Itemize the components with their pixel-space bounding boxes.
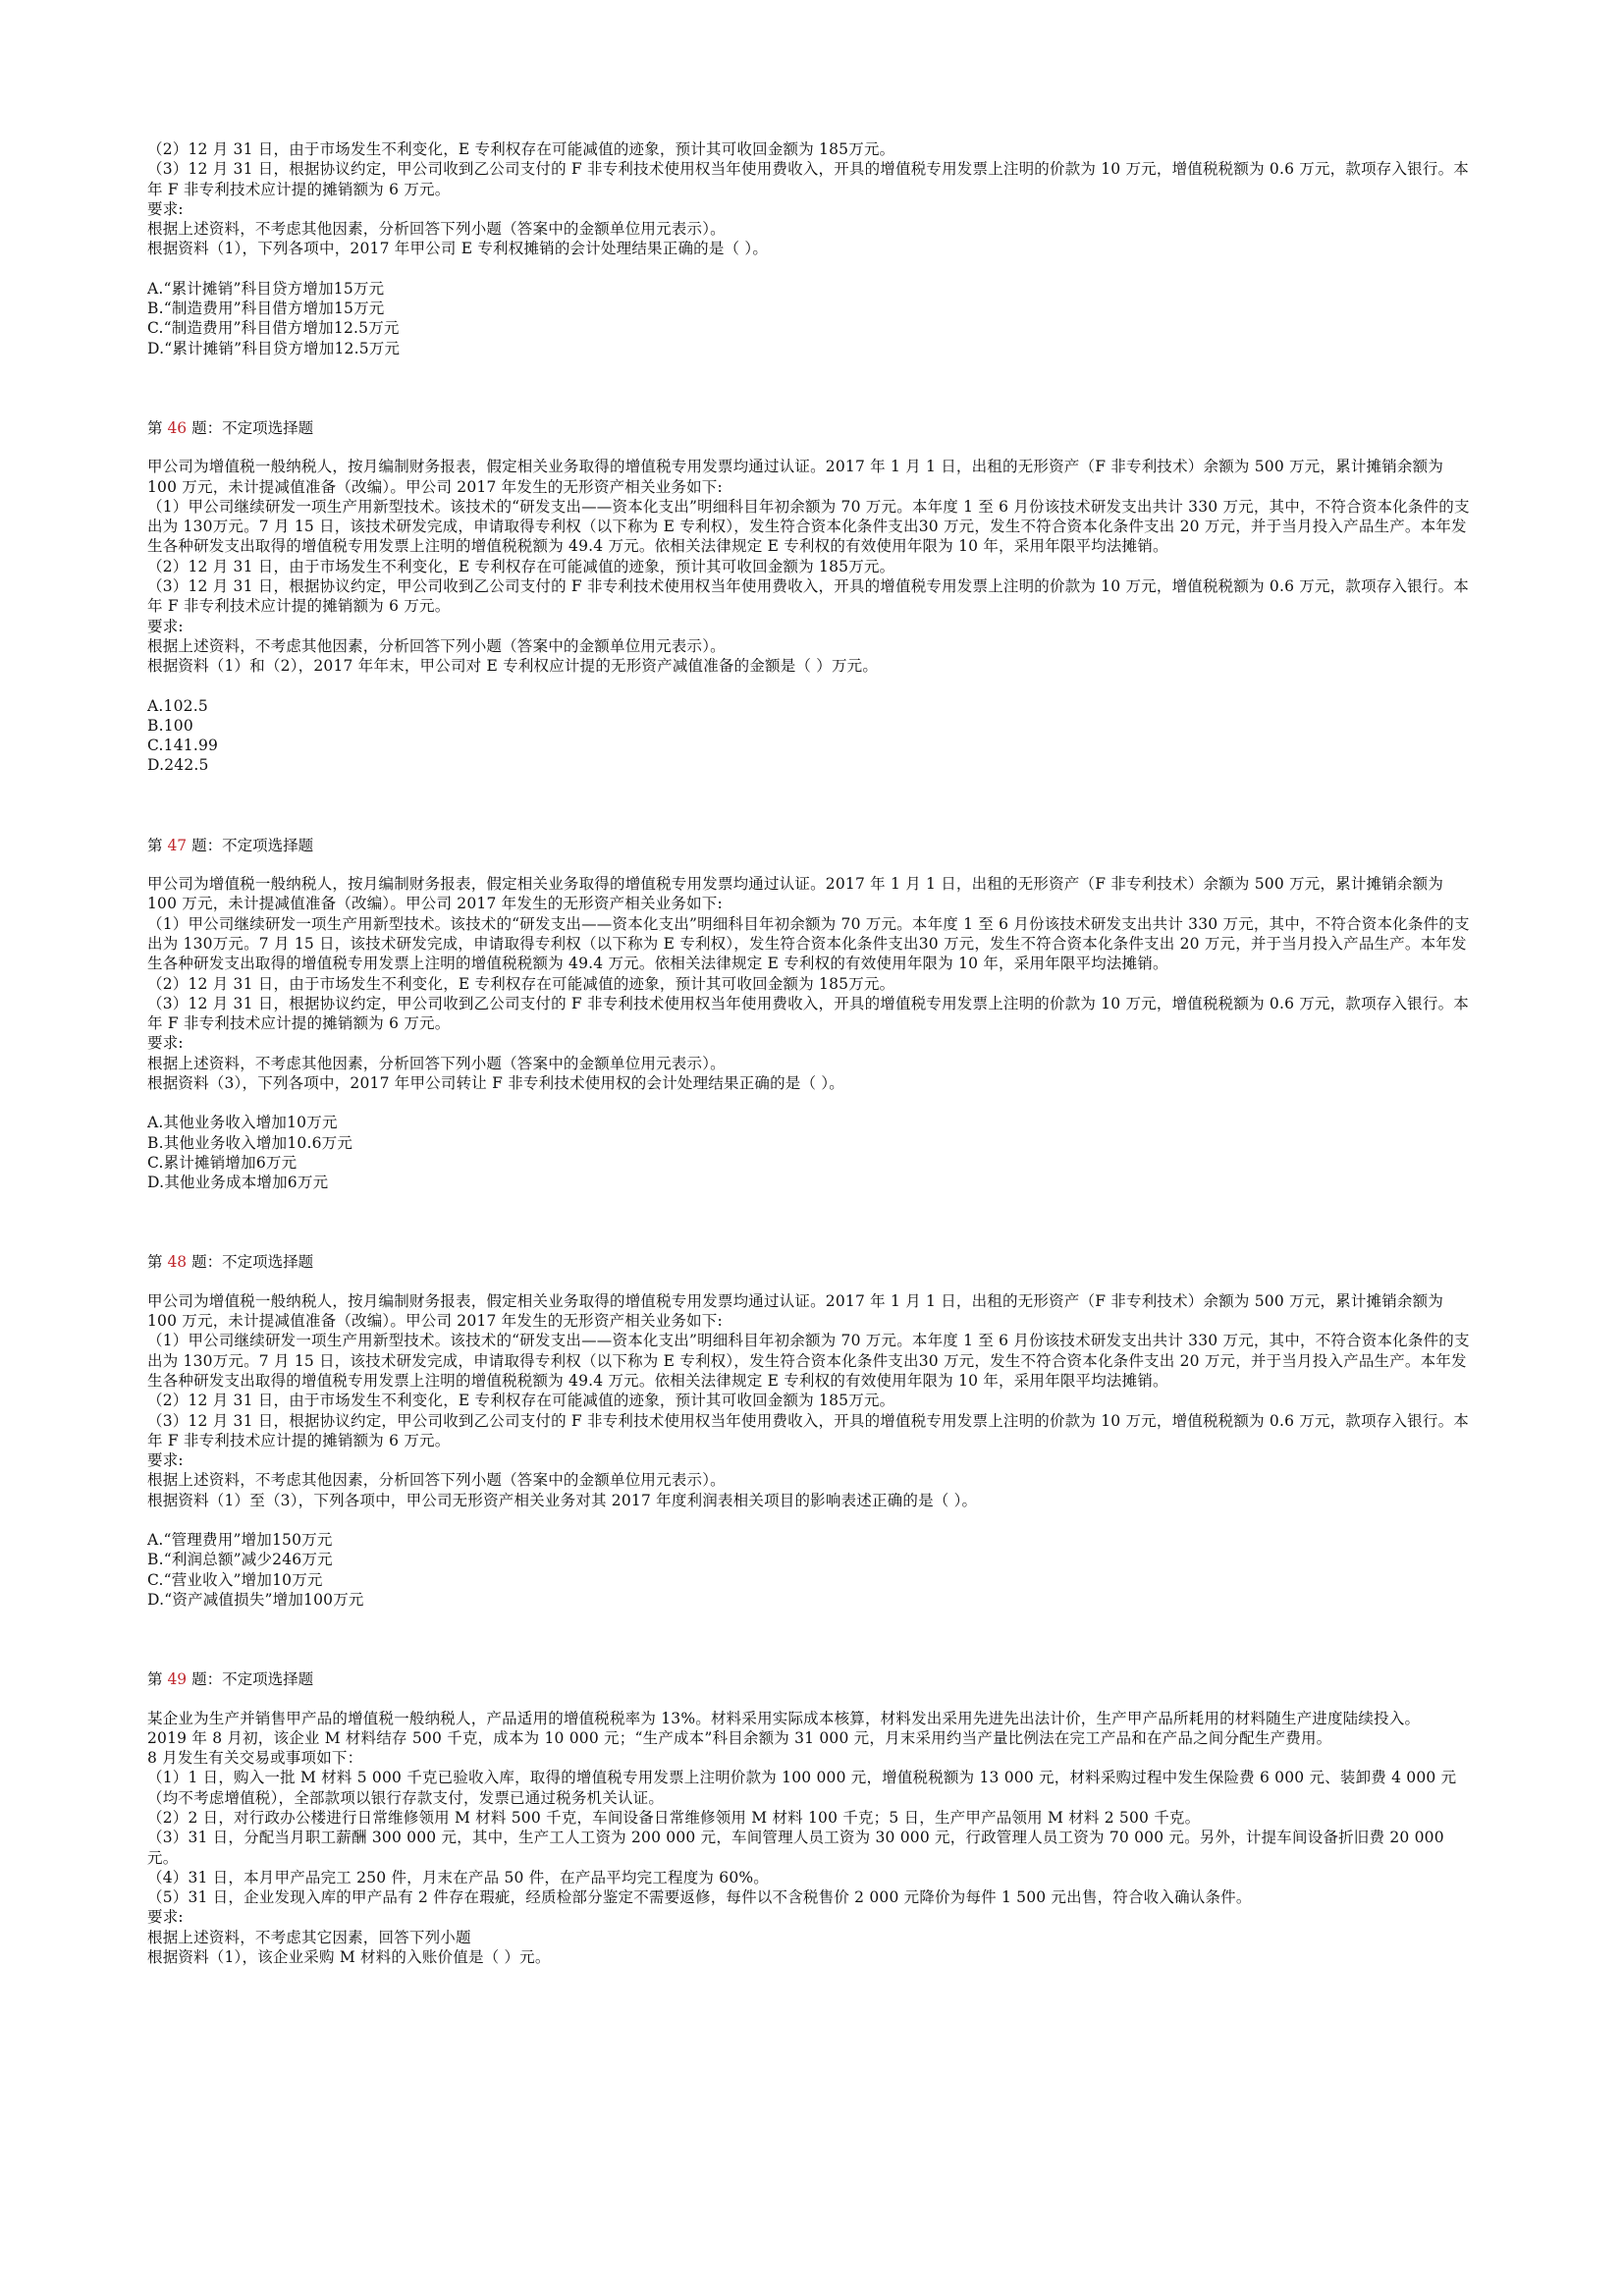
paragraph: 甲公司为增值税一般纳税人，按月编制财务报表，假定相关业务取得的增值税专用发票均通过认证。2017 年 1 月 1 日，出租的无形资产（F 非专利技术）余额为 500 万元，累计摊销余额为 100 万元，未计提减值准备（改编）。甲公司 2017 年发生的无形资产相关业务如下: — [147, 1291, 1444, 1331]
question-number: 49 — [167, 1670, 188, 1689]
paragraph: 甲公司为增值税一般纳税人，按月编制财务报表，假定相关业务取得的增值税专用发票均通过认证。2017 年 1 月 1 日，出租的无形资产（F 非专利技术）余额为 500 万元，累计摊销余额为 100 万元，未计提减值准备（改编）。甲公司 2017 年发生的无形资产相关业务如下: — [147, 875, 1444, 913]
question-49 — [147, 1669, 1475, 1967]
question-47 — [147, 836, 1475, 1193]
paragraph: （5）31 日，企业发现入库的甲产品有 2 件存在瑕疵，经质检部分鉴定不需要返修，每件以不含税售价 2 000 元降价为每件 1 500 元出售，符合收入确认条件。 — [147, 1888, 1252, 1907]
option-a: A.“累计摊销”科目贷方增加15万元 — [147, 279, 385, 298]
paragraph: （3）31 日，分配当月职工薪酬 300 000 元，其中，生产工人工资为 200 000 元，车间管理人员工资为 30 000 元，行政管理人员工资为 70 000 元。另外，计提车间设备折旧费 20 000 元。 — [147, 1829, 1444, 1867]
option-c: C.“营业收入”增加10万元 — [147, 1570, 323, 1589]
question-46 — [147, 418, 1475, 776]
paragraph: 甲公司为增值税一般纳税人，按月编制财务报表，假定相关业务取得的增值税专用发票均通过认证。2017 年 1 月 1 日，出租的无形资产（F 非专利技术）余额为 500 万元，累计摊销余额为 100 万元，未计提减值准备（改编）。甲公司 2017 年发生的无形资产相关业务如下: — [147, 458, 1444, 496]
option-list — [147, 1530, 1475, 1610]
paragraph: 8 月发生有关交易或事项如下： — [147, 1749, 363, 1768]
paragraph: （1）1 日，购入一批 M 材料 5 000 千克已验收入库，取得的增值税专用发票上注明价款为 100 000 元，增值税税额为 13 000 元，材料采购过程中发生保险费 6 000 元、装卸费 4 000 元（均不考虑增值税），全部款项以银行存款支付，发票已通过税务机关认证。 — [147, 1769, 1457, 1807]
paragraph: 要求: — [147, 617, 184, 635]
paragraph: （3）12 月 31 日，根据协议约定，甲公司收到乙公司支付的 F 非专利技术使用权当年使用费收入，开具的增值税专用发票上注明的价款为 10 万元，增值税税额为 0.6 万元，款项存入银行。本年 F 非专利技术应计提的摊销额为 6 万元。 — [147, 1411, 1469, 1449]
option-list — [147, 279, 1475, 358]
option-a: A.102.5 — [147, 696, 208, 715]
question-type: 题：不定项选择题 — [187, 1670, 314, 1689]
paragraph: （3）12 月 31 日，根据协议约定，甲公司收到乙公司支付的 F 非专利技术使用权当年使用费收入，开具的增值税专用发票上注明的价款为 10 万元，增值税税额为 0.6 万元，款项存入银行。本年 F 非专利技术应计提的摊销额为 6 万元。 — [147, 994, 1469, 1033]
question-prefix: 第 — [147, 1253, 168, 1272]
question-number: 48 — [167, 1253, 188, 1272]
paragraph: 根据上述资料，不考虑其它因素，回答下列小题 — [147, 1928, 471, 1946]
question-number: 47 — [167, 836, 188, 854]
paragraph: 要求: — [147, 1451, 184, 1470]
paragraph: （2）12 月 31 日，由于市场发生不利变化，E 专利权存在可能减值的迹象，预计其可收回金额为 185万元。 — [147, 974, 895, 993]
document-page — [147, 139, 1475, 1967]
option-d: D.“资产减值损失”增加100万元 — [147, 1590, 364, 1609]
option-c: C.累计摊销增加6万元 — [147, 1153, 298, 1172]
option-d: D.242.5 — [147, 756, 209, 775]
option-b: B.其他业务收入增加10.6万元 — [147, 1133, 353, 1152]
paragraph: （1）甲公司继续研发一项生产用新型技术。该技术的“研发支出——资本化支出”明细科目年初余额为 70 万元。本年度 1 至 6 月份该技术研发支出共计 330 万元，其中，不符合资本化条件的支出为 130万元。7 月 15 日，该技术研发完成，申请取得专利权（以下称为 E 专利权），发生符合资本化条件支出30 万元，发生不符合资本化条件支出 20 万元，并于当月投入产品生产。本年发生各种研发支出取得的增值税专用发票上注明的增值税税额为 49.4 万元。依相关法律规定 E 专利权的有效使用年限为 10 年，采用年限平均法摊销。 — [147, 914, 1470, 973]
paragraph: 根据上述资料，不考虑其他因素，分析回答下列小题（答案中的金额单位用元表示）。 — [147, 1471, 726, 1490]
paragraph: （1）甲公司继续研发一项生产用新型技术。该技术的“研发支出——资本化支出”明细科目年初余额为 70 万元。本年度 1 至 6 月份该技术研发支出共计 330 万元，其中，不符合资本化条件的支出为 130万元。7 月 15 日，该技术研发完成，申请取得专利权（以下称为 E 专利权），发生符合资本化条件支出30 万元，发生不符合资本化条件支出 20 万元，并于当月投入产品生产。本年发生各种研发支出取得的增值税专用发票上注明的增值税税额为 49.4 万元。依相关法律规定 E 专利权的有效使用年限为 10 年，采用年限平均法摊销。 — [147, 497, 1470, 556]
question-number: 46 — [167, 418, 188, 437]
option-c: C.“制造费用”科目借方增加12.5万元 — [147, 319, 400, 338]
question-header — [147, 1252, 1475, 1272]
paragraph: 某企业为生产并销售甲产品的增值税一般纳税人，产品适用的增值税税率为 13%。材料采用实际成本核算，材料发出采用先进先出法计价，生产甲产品所耗用的材料随生产进度陆续投入。 — [147, 1709, 1421, 1727]
question-prefix: 第 — [147, 836, 168, 854]
paragraph: （2）2 日，对行政办公楼进行日常维修领用 M 材料 500 千克，车间设备日常维修领用 M 材料 100 千克；5 日，生产甲产品领用 M 材料 2 500 千克。 — [147, 1809, 1201, 1827]
question-stem: 根据资料（1）和（2），2017 年年末，甲公司对 E 专利权应计提的无形资产减值准备的金额是（ ）万元。 — [147, 657, 879, 676]
paragraph: （3）12 月 31 日，根据协议约定，甲公司收到乙公司支付的 F 非专利技术使用权当年使用费收入，开具的增值税专用发票上注明的价款为 10 万元，增值税税额为 0.6 万元，款项存入银行。本年 F 非专利技术应计提的摊销额为 6 万元。 — [147, 160, 1469, 198]
question-type: 题：不定项选择题 — [187, 836, 314, 854]
option-a: A.其他业务收入增加10万元 — [147, 1114, 338, 1132]
question-prefix: 第 — [147, 1670, 168, 1689]
paragraph: 根据上述资料，不考虑其他因素，分析回答下列小题（答案中的金额单位用元表示）。 — [147, 1054, 726, 1072]
question-fragment — [147, 139, 1475, 358]
option-a: A.“管理费用”增加150万元 — [147, 1531, 333, 1550]
option-list — [147, 696, 1475, 776]
question-header — [147, 1669, 1475, 1689]
paragraph: （2）12 月 31 日，由于市场发生不利变化，E 专利权存在可能减值的迹象，预计其可收回金额为 185万元。 — [147, 557, 895, 575]
option-list — [147, 1113, 1475, 1192]
question-48 — [147, 1252, 1475, 1610]
paragraph: （4）31 日，本月甲产品完工 250 件，月末在产品 50 件，在产品平均完工程度为 60%。 — [147, 1868, 770, 1886]
option-c: C.141.99 — [147, 737, 219, 755]
paragraph: 2019 年 8 月初，该企业 M 材料结存 500 千克，成本为 10 000 元；“生产成本”科目余额为 31 000 元，月末采用约当产量比例法在完工产品和在产品之间分配生产费用。 — [147, 1728, 1332, 1747]
question-type: 题：不定项选择题 — [187, 1253, 314, 1272]
question-prefix: 第 — [147, 418, 168, 437]
option-b: B.100 — [147, 716, 193, 735]
paragraph: 根据上述资料，不考虑其他因素，分析回答下列小题（答案中的金额单位用元表示）。 — [147, 220, 726, 239]
paragraph: （1）甲公司继续研发一项生产用新型技术。该技术的“研发支出——资本化支出”明细科目年初余额为 70 万元。本年度 1 至 6 月份该技术研发支出共计 330 万元，其中，不符合资本化条件的支出为 130万元。7 月 15 日，该技术研发完成，申请取得专利权（以下称为 E 专利权），发生符合资本化条件支出30 万元，发生不符合资本化条件支出 20 万元，并于当月投入产品生产。本年发生各种研发支出取得的增值税专用发票上注明的增值税税额为 49.4 万元。依相关法律规定 E 专利权的有效使用年限为 10 年，采用年限平均法摊销。 — [147, 1332, 1470, 1390]
option-b: B.“制造费用”科目借方增加15万元 — [147, 300, 385, 318]
question-header — [147, 418, 1475, 438]
question-type: 题：不定项选择题 — [187, 418, 314, 437]
question-stem: 根据资料（1），下列各项中，2017 年甲公司 E 专利权摊销的会计处理结果正确的是（ ）。 — [147, 240, 769, 258]
option-d: D.其他业务成本增加6万元 — [147, 1174, 329, 1192]
question-stem: 根据资料（3），下列各项中，2017 年甲公司转让 F 非专利技术使用权的会计处理结果正确的是（ ）。 — [147, 1073, 844, 1092]
paragraph: 要求: — [147, 1034, 184, 1053]
question-stem: 根据资料（1），该企业采购 M 材料的入账价值是（ ）元。 — [147, 1948, 551, 1967]
question-stem: 根据资料（1）至（3），下列各项中，甲公司无形资产相关业务对其 2017 年度利润表相关项目的影响表述正确的是（ ）。 — [147, 1491, 978, 1509]
paragraph: （3）12 月 31 日，根据协议约定，甲公司收到乙公司支付的 F 非专利技术使用权当年使用费收入，开具的增值税专用发票上注明的价款为 10 万元，增值税税额为 0.6 万元，款项存入银行。本年 F 非专利技术应计提的摊销额为 6 万元。 — [147, 577, 1469, 616]
option-d: D.“累计摊销”科目贷方增加12.5万元 — [147, 339, 401, 357]
paragraph: （2）12 月 31 日，由于市场发生不利变化，E 专利权存在可能减值的迹象，预计其可收回金额为 185万元。 — [147, 1392, 895, 1410]
paragraph: （2）12 月 31 日，由于市场发生不利变化，E 专利权存在可能减值的迹象，预计其可收回金额为 185万元。 — [147, 140, 895, 158]
paragraph: 要求: — [147, 199, 184, 218]
question-header — [147, 836, 1475, 855]
paragraph: 根据上述资料，不考虑其他因素，分析回答下列小题（答案中的金额单位用元表示）。 — [147, 636, 726, 655]
paragraph: 要求: — [147, 1908, 184, 1927]
option-b: B.“利润总额”减少246万元 — [147, 1551, 333, 1569]
